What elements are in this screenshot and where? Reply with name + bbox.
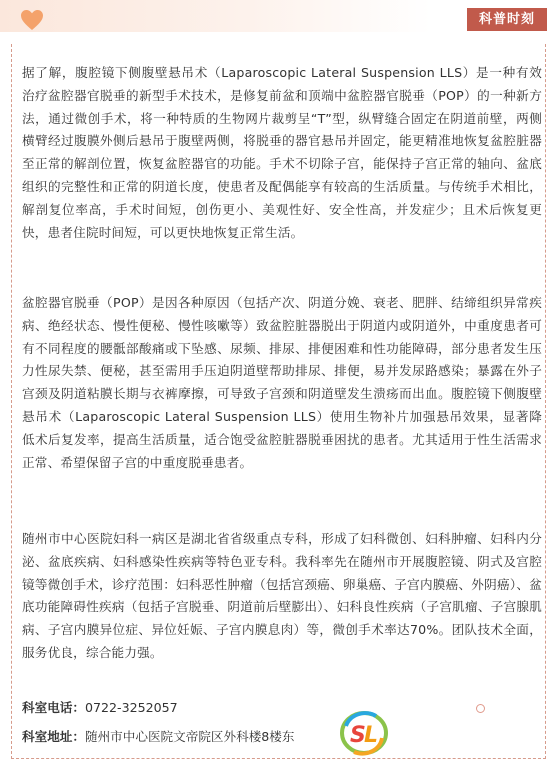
svg-text:S: S (350, 723, 366, 748)
header-bar (0, 0, 553, 42)
heart-icon (20, 9, 44, 31)
paragraph-pop-description: 盆腔器官脱垂（POP）是因各种原因（包括产次、阴道分娩、衰老、肥胖、结缔组织异常疾病、绝经状态、慢性便秘、慢性咳嗽等）致盆腔脏器脱出于阴道内或阴道外，中重度患者可有不同程度的腰骶部酸痛或下坠感、尿频、排尿、排便困难和性功能障碍，部分患者发生压力性尿失禁、便秘，甚至需用手压迫阴道壁帮助排尿、排便，易并发尿路感染；暴露在外子宫颈及阴道粘膜长期与衣裤摩擦，可导致子宫颈和阴道壁发生溃疡而出血。腹腔镜下侧腹壁悬吊术（Laparoscopic Lateral Suspension LLS）使用生物补片加强悬吊效果，显著降低术后复发率，提高生活质量，适合饱受盆腔脏器脱垂困扰的患者。尤其适用于性生活需求正常、希望保留子宫的中重度脱垂患者。 (22, 295, 542, 470)
decorative-circle (476, 704, 485, 713)
phone-number: 0722-3252057 (84, 700, 178, 715)
paragraph-lls-intro: 据了解，腹腔镜下侧腹壁悬吊术（Laparoscopic Lateral Suspension LLS）是一种有效治疗盆腔器官脱垂的新型手术技术，是修复前盆和顶端中盆腔器官脱垂（POP）的一种新方法，通过微创手术，将一种特质的生物网片裁剪呈“T”型，纵臂缝合固定在阴道前壁，两侧横臂经过腹膜外侧后悬吊于腹壁两侧，将脱垂的器官悬吊并固定，能更精准地恢复盆腔脏器至正常的解剖位置，恢复盆腔器官的功能。手术不切除子宫，能保持子宫正常的轴向、盆底组织的完整性和正常的阴道长度，使患者及配偶能享有较高的生活质量。与传统手术相比，解剖复位率高，手术时间短，创伤更小、美观性好、安全性高，并发症少；且术后恢复更快，患者住院时间短，可以更快地恢复正常生活。 (22, 65, 542, 240)
address-text: 随州市中心医院文帝院区外科楼8楼东 (84, 729, 295, 744)
svg-text:L: L (364, 723, 379, 748)
sl-logo-icon (336, 708, 392, 758)
address-label: 科室地址： (22, 729, 85, 744)
phone-label: 科室电话： (22, 700, 85, 715)
section-tag: 科普时刻 (467, 8, 547, 31)
paragraph-department-intro: 随州市中心医院妇科一病区是湖北省省级重点专科，形成了妇科微创、妇科肿瘤、妇科内分泌、盆底疾病、妇科感染性疾病等特色亚专科。我科率先在随州市开展腹腔镜、阴式及宫腔镜等微创手术，诊疗范围：妇科恶性肿瘤（包括宫颈癌、卵巢癌、子宫内膜癌、外阴癌）、盆底功能障碍性疾病（包括子宫脱垂、阴道前后壁膨出）、妇科良性疾病（子宫肌瘤、子宫腺肌病、子宫内膜异位症、异位妊娠、子宫内膜息肉）等，微创手术率达70%。团队技术全面，服务优良，综合能力强。 (22, 531, 542, 660)
